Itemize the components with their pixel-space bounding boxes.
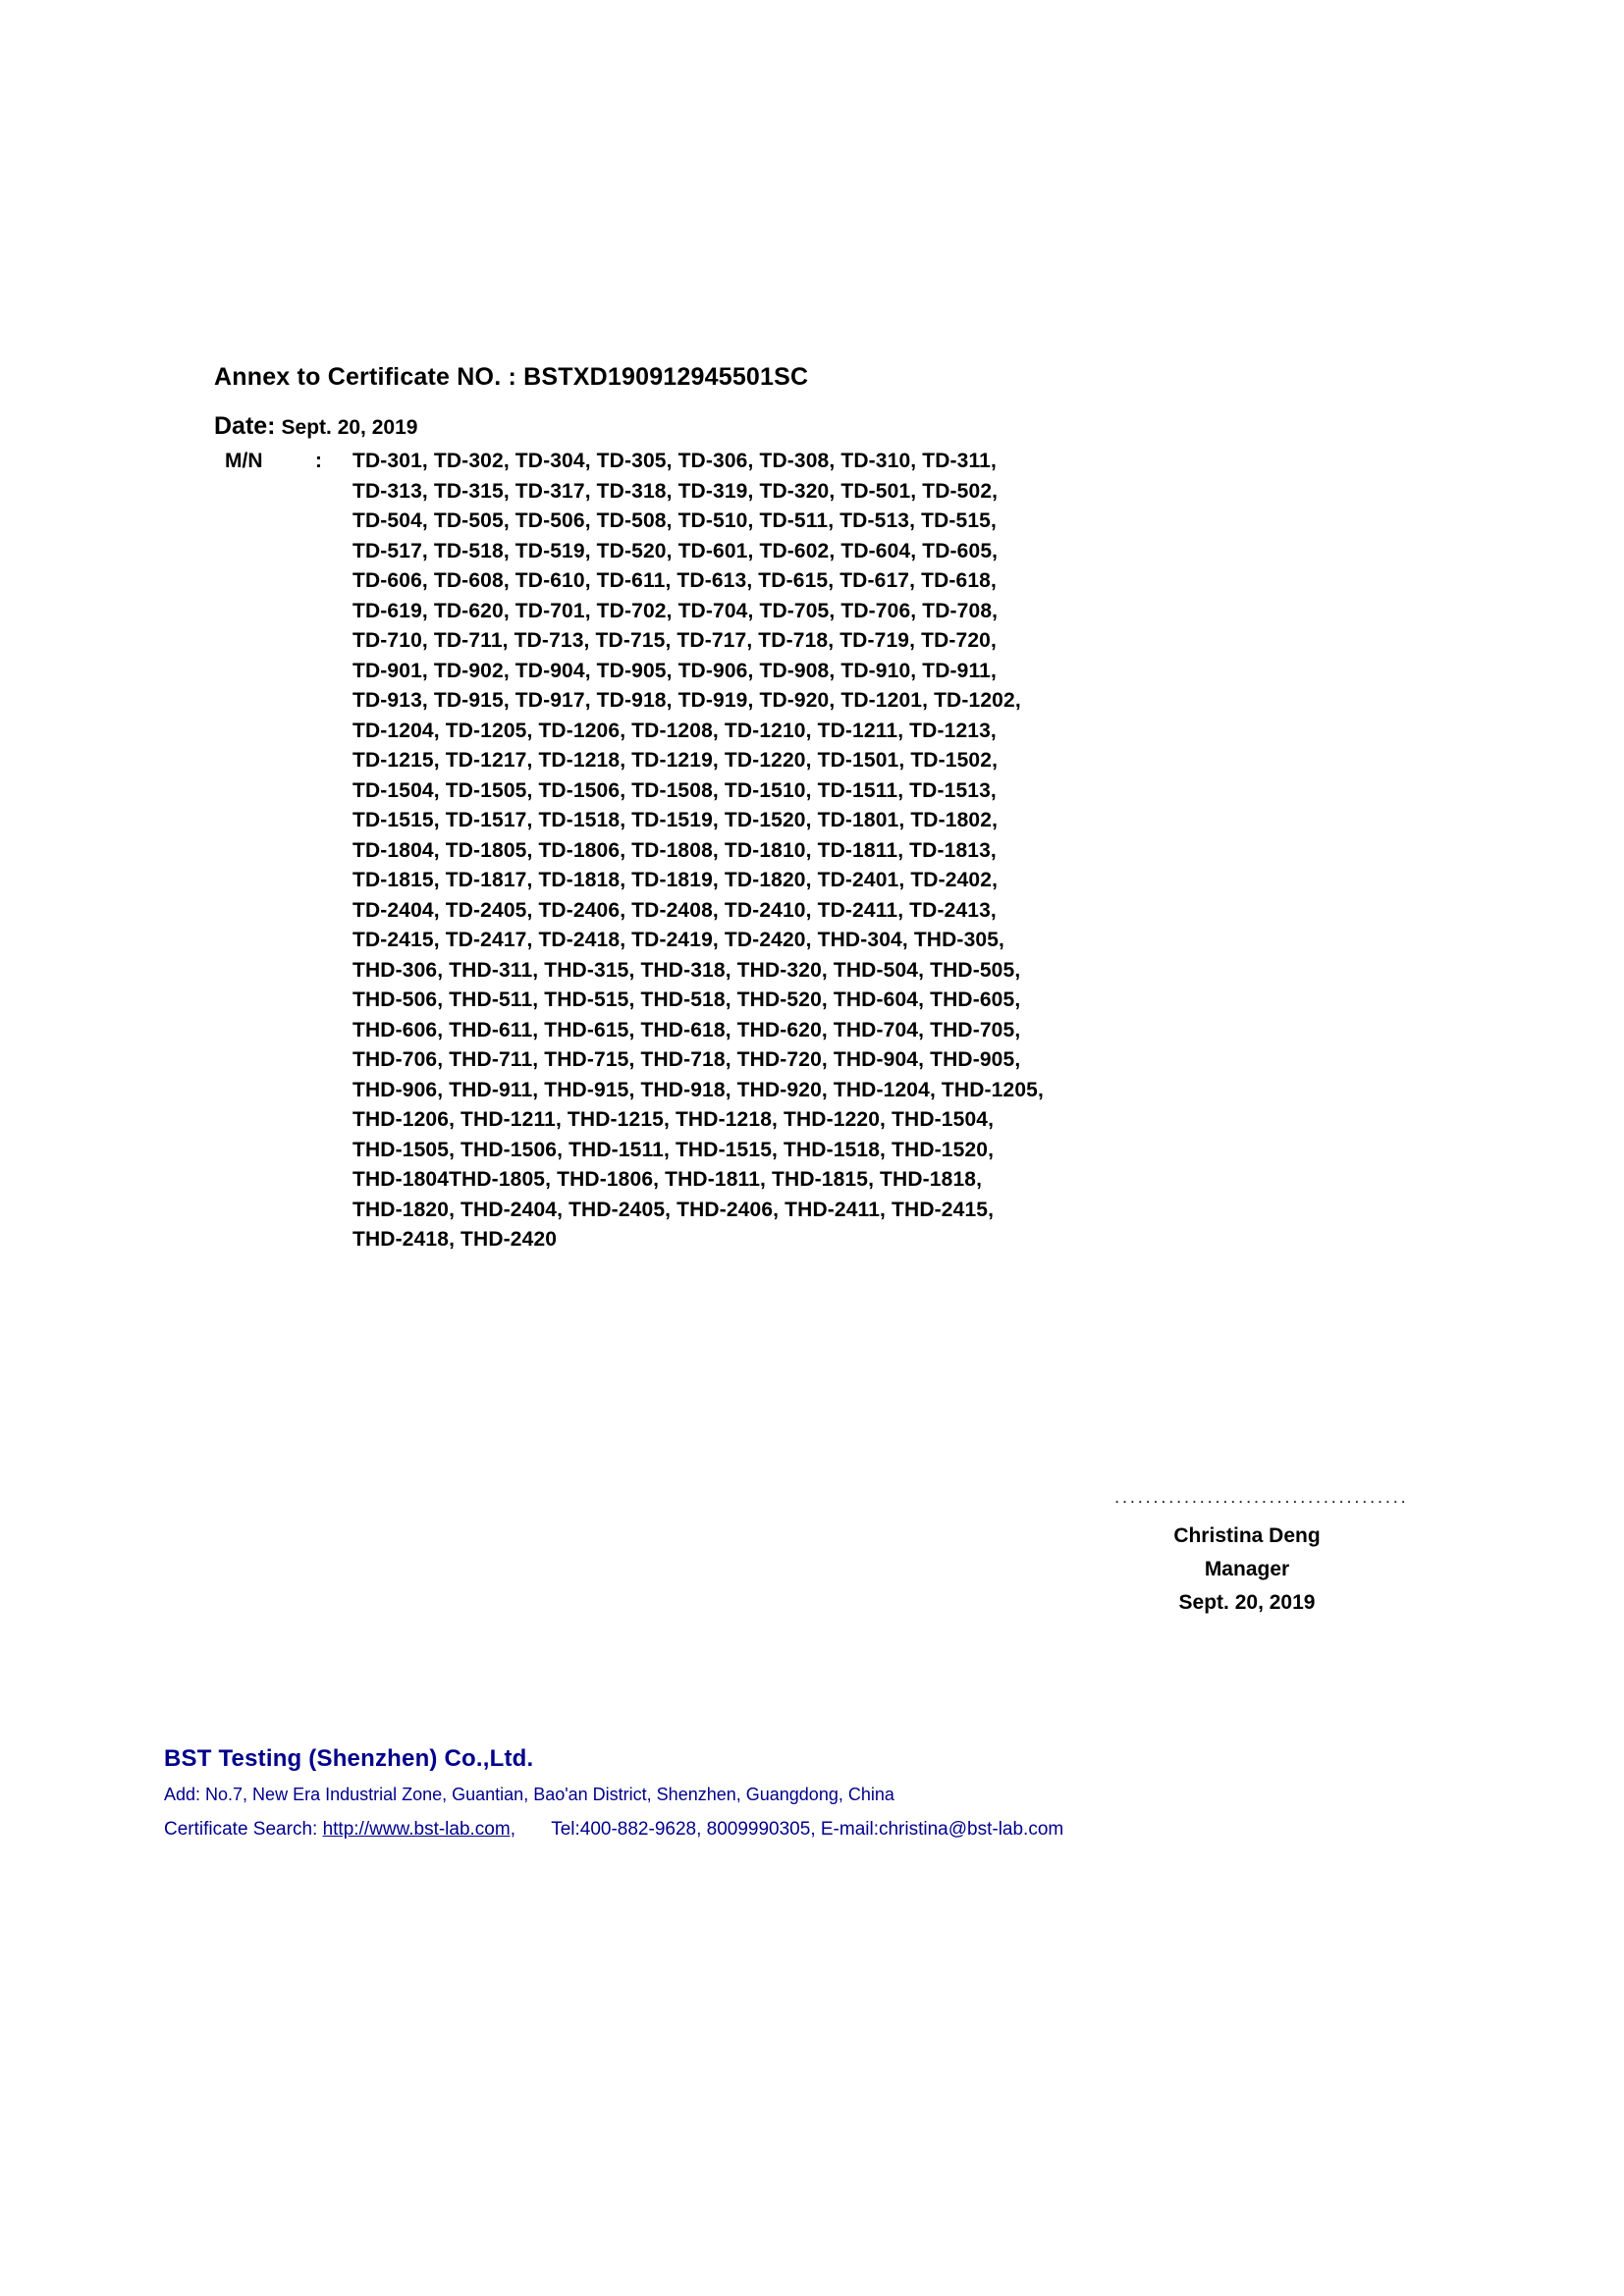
footer-company-name: BST Testing (Shenzhen) Co.,Ltd. (164, 1745, 534, 1772)
signatory-name: Christina Deng (1173, 1524, 1321, 1547)
issue-date-row (214, 412, 417, 441)
date-value: Sept. 20, 2019 (281, 416, 418, 439)
date-label: Date: (214, 412, 276, 440)
model-number-line: THD-1804THD-1805, THD-1806, THD-1811, THD-1815, THD-1818, (352, 1168, 983, 1191)
model-number-line: TD-901, TD-902, TD-904, TD-905, TD-906, TD-908, TD-910, TD-911, (352, 659, 997, 682)
model-number-line: THD-1820, THD-2404, THD-2405, THD-2406, THD-2411, THD-2415, (352, 1198, 995, 1221)
model-number-line: TD-1804, TD-1805, TD-1806, TD-1808, TD-1810, TD-1811, TD-1813, (352, 838, 997, 862)
model-number-line: THD-1505, THD-1506, THD-1511, THD-1515, THD-1518, THD-1520, (352, 1138, 995, 1161)
model-number-label: M/N (225, 450, 263, 472)
model-number-line: TD-1504, TD-1505, TD-1506, TD-1508, TD-1510, TD-1511, TD-1513, (352, 778, 997, 802)
model-number-line: THD-706, THD-711, THD-715, THD-718, THD-720, THD-904, THD-905, (352, 1048, 1021, 1071)
signatory-title: Manager (1204, 1558, 1290, 1580)
footer-address: Add: No.7, New Era Industrial Zone, Guantian, Bao'an District, Shenzhen, Guangdong, China (164, 1785, 894, 1804)
model-number-line: TD-619, TD-620, TD-701, TD-702, TD-704, TD-705, TD-706, TD-708, (352, 599, 999, 622)
model-number-line: TD-313, TD-315, TD-317, TD-318, TD-319, TD-320, TD-501, TD-502, (352, 479, 999, 503)
model-number-line: THD-506, THD-511, THD-515, THD-518, THD-520, THD-604, THD-605, (352, 988, 1021, 1011)
annex-certificate-number: Annex to Certificate NO. : BSTXD190912945501SC (214, 363, 809, 391)
model-number-line: TD-2415, TD-2417, TD-2418, TD-2419, TD-2420, THD-304, THD-305, (352, 929, 1005, 951)
model-number-line: TD-1215, TD-1217, TD-1218, TD-1219, TD-1220, TD-1501, TD-1502, (352, 749, 999, 772)
certificate-search-label: Certificate Search: (164, 1819, 318, 1840)
model-number-line: TD-710, TD-711, TD-713, TD-715, TD-717, TD-718, TD-719, TD-720, (352, 629, 997, 652)
signature-date: Sept. 20, 2019 (1178, 1591, 1316, 1614)
model-number-line: TD-504, TD-505, TD-506, TD-508, TD-510, TD-511, TD-513, TD-515, (352, 509, 997, 532)
footer-contact-details: Tel:400-882-9628, 8009990305, E-mail:christina@bst-lab.com (551, 1819, 1064, 1840)
signature-line: ...................................... (1114, 1487, 1409, 1508)
website-link[interactable]: http://www.bst-lab.com, (322, 1819, 515, 1840)
model-number-block (225, 447, 1226, 1255)
model-number-line: TD-2404, TD-2405, TD-2406, TD-2408, TD-2410, TD-2411, TD-2413, (352, 898, 997, 922)
footer-contact-row (164, 1819, 1460, 1841)
model-number-line: THD-906, THD-911, THD-915, THD-918, THD-920, THD-1204, THD-1205, (352, 1078, 1044, 1101)
footer (164, 1745, 1460, 1841)
model-number-line: THD-606, THD-611, THD-615, THD-618, THD-620, THD-704, THD-705, (352, 1018, 1021, 1041)
model-number-line: TD-913, TD-915, TD-917, TD-918, TD-919, TD-920, TD-1201, TD-1202, (352, 689, 1021, 712)
model-number-line: TD-1204, TD-1205, TD-1206, TD-1208, TD-1210, TD-1211, TD-1213, (352, 719, 997, 742)
signature-block (1114, 1520, 1380, 1620)
model-number-line: TD-1515, TD-1517, TD-1518, TD-1519, TD-1520, TD-1801, TD-1802, (352, 809, 999, 831)
model-number-line: THD-1206, THD-1211, THD-1215, THD-1218, THD-1220, THD-1504, (352, 1108, 995, 1131)
model-number-line: TD-1815, TD-1817, TD-1818, TD-1819, TD-1820, TD-2401, TD-2402, (352, 869, 999, 891)
model-number-list (352, 447, 1226, 1255)
model-number-colon: : (315, 450, 322, 472)
model-number-line: THD-2418, THD-2420 (352, 1228, 558, 1251)
model-number-line: TD-517, TD-518, TD-519, TD-520, TD-601, TD-602, TD-604, TD-605, (352, 539, 999, 562)
model-number-line: THD-306, THD-311, THD-315, THD-318, THD-320, THD-504, THD-505, (352, 958, 1021, 982)
model-number-line: TD-606, TD-608, TD-610, TD-611, TD-613, TD-615, TD-617, TD-618, (352, 569, 997, 592)
model-number-line: TD-301, TD-302, TD-304, TD-305, TD-306, TD-308, TD-310, TD-311, (352, 450, 997, 472)
